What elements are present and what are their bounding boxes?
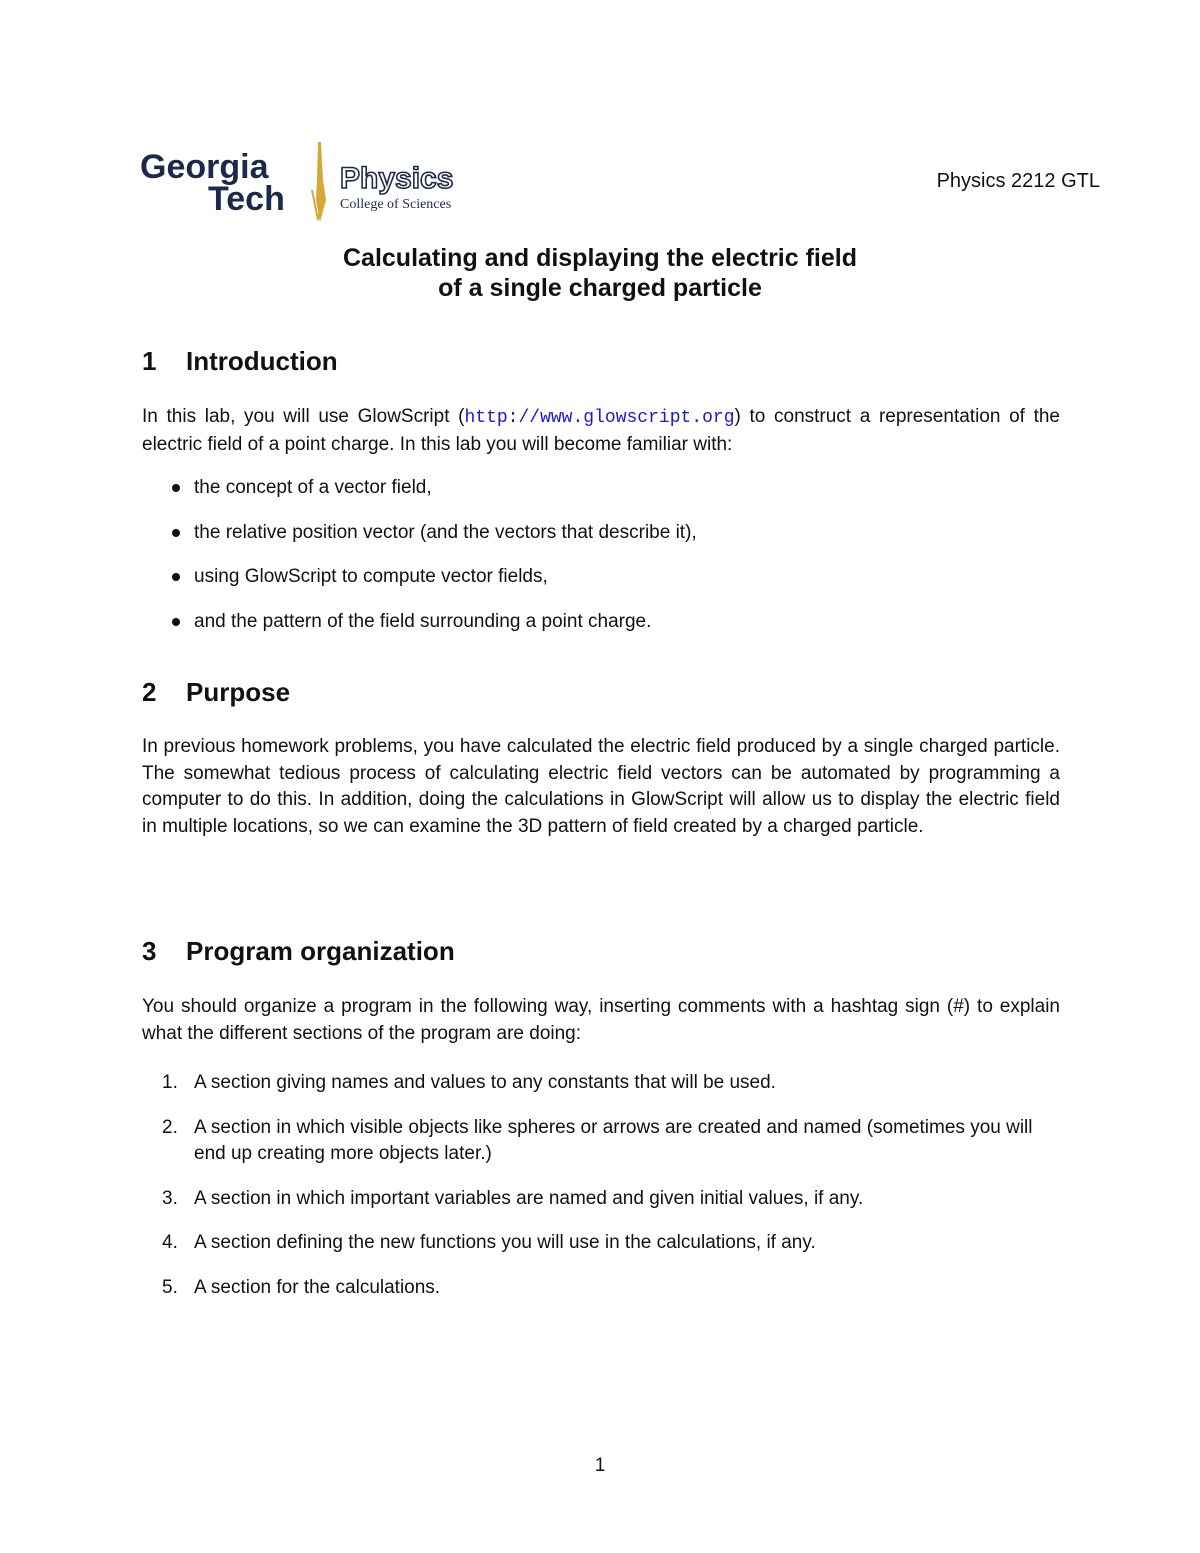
section-1-heading	[142, 346, 338, 377]
list-item	[142, 520, 697, 565]
tower-icon	[312, 142, 326, 222]
title-line-1: Calculating and displaying the electric field	[342, 244, 857, 272]
list-item	[142, 564, 697, 609]
intro-text-end: ) to construct a representation of the electric field of a point charge. In this lab you will become familiar with:	[142, 406, 1060, 455]
step-number: 3.	[162, 1187, 178, 1209]
logo-college: College of Sciences	[340, 197, 452, 212]
section-title: Introduction	[186, 346, 338, 376]
section-number: 3	[142, 936, 157, 966]
list-item	[142, 1070, 1060, 1097]
logo-line2: Tech	[208, 180, 285, 218]
list-item	[142, 1115, 1060, 1168]
list-item	[142, 475, 697, 520]
step-text: A section in which visible objects like spheres or arrows are created and named (sometimes you will end up creating more objects later.)	[194, 1116, 1033, 1164]
bullet-text: the relative position vector (and the vectors that describe it),	[194, 521, 697, 543]
bullet-text: using GlowScript to compute vector fields,	[194, 566, 548, 587]
list-item	[142, 609, 697, 654]
section-number: 2	[142, 677, 157, 707]
intro-bullet-list	[142, 475, 697, 653]
step-number: 1.	[162, 1072, 178, 1093]
organization-step-list	[142, 1070, 1060, 1319]
document-title	[0, 243, 1200, 303]
organization-paragraph: You should organize a program in the following way, inserting comments with a hashtag sign (#) to explain what the different sections of the program are doing:	[142, 996, 1060, 1044]
course-label: Physics 2212 GTL	[936, 170, 1100, 192]
intro-text-start: In this lab, you will use GlowScript (	[142, 406, 465, 427]
page-number: 1	[594, 1455, 606, 1476]
section-3-heading	[142, 936, 455, 967]
step-text: A section defining the new functions you will use in the calculations, if any.	[194, 1232, 816, 1253]
logo-line1: Georgia	[140, 148, 269, 186]
step-text: A section in which important variables are named and given initial values, if any.	[194, 1187, 864, 1209]
step-number: 4.	[162, 1232, 178, 1253]
intro-paragraph	[142, 404, 1060, 458]
step-text: A section giving names and values to any constants that will be used.	[194, 1072, 776, 1093]
logo-dept: Physics	[340, 162, 454, 195]
bullet-icon	[172, 573, 180, 581]
glowscript-link[interactable]: http://www.glowscript.org	[464, 408, 735, 428]
bullet-text: the concept of a vector field,	[194, 477, 432, 498]
title-line-2: of a single charged particle	[438, 274, 762, 302]
bullet-text: and the pattern of the field surrounding a point charge.	[194, 610, 652, 632]
purpose-paragraph: In previous homework problems, you have calculated the electric field produced by a single charged particle. The somewhat tedious process of calculating electric field vectors can be automated by programming a computer to do this. In addition, doing the calculations in GlowScript will allow us to display the electric field in multiple locations, so we can examine the 3D pattern of field created by a charged particle.	[142, 736, 1060, 837]
step-text: A section for the calculations.	[194, 1276, 441, 1298]
step-number: 2.	[162, 1116, 178, 1138]
bullet-icon	[172, 484, 180, 492]
section-number: 1	[142, 346, 157, 376]
bullet-icon	[172, 618, 180, 626]
list-item	[142, 1275, 1060, 1302]
bullet-icon	[172, 529, 180, 537]
section-title: Purpose	[186, 677, 291, 707]
step-number: 5.	[162, 1276, 178, 1298]
georgia-tech-physics-logo	[140, 140, 500, 230]
list-item	[142, 1230, 1060, 1257]
section-2-heading	[142, 677, 290, 708]
list-item	[142, 1186, 1060, 1213]
section-title: Program organization	[186, 936, 455, 966]
logo-graphic	[140, 140, 500, 230]
